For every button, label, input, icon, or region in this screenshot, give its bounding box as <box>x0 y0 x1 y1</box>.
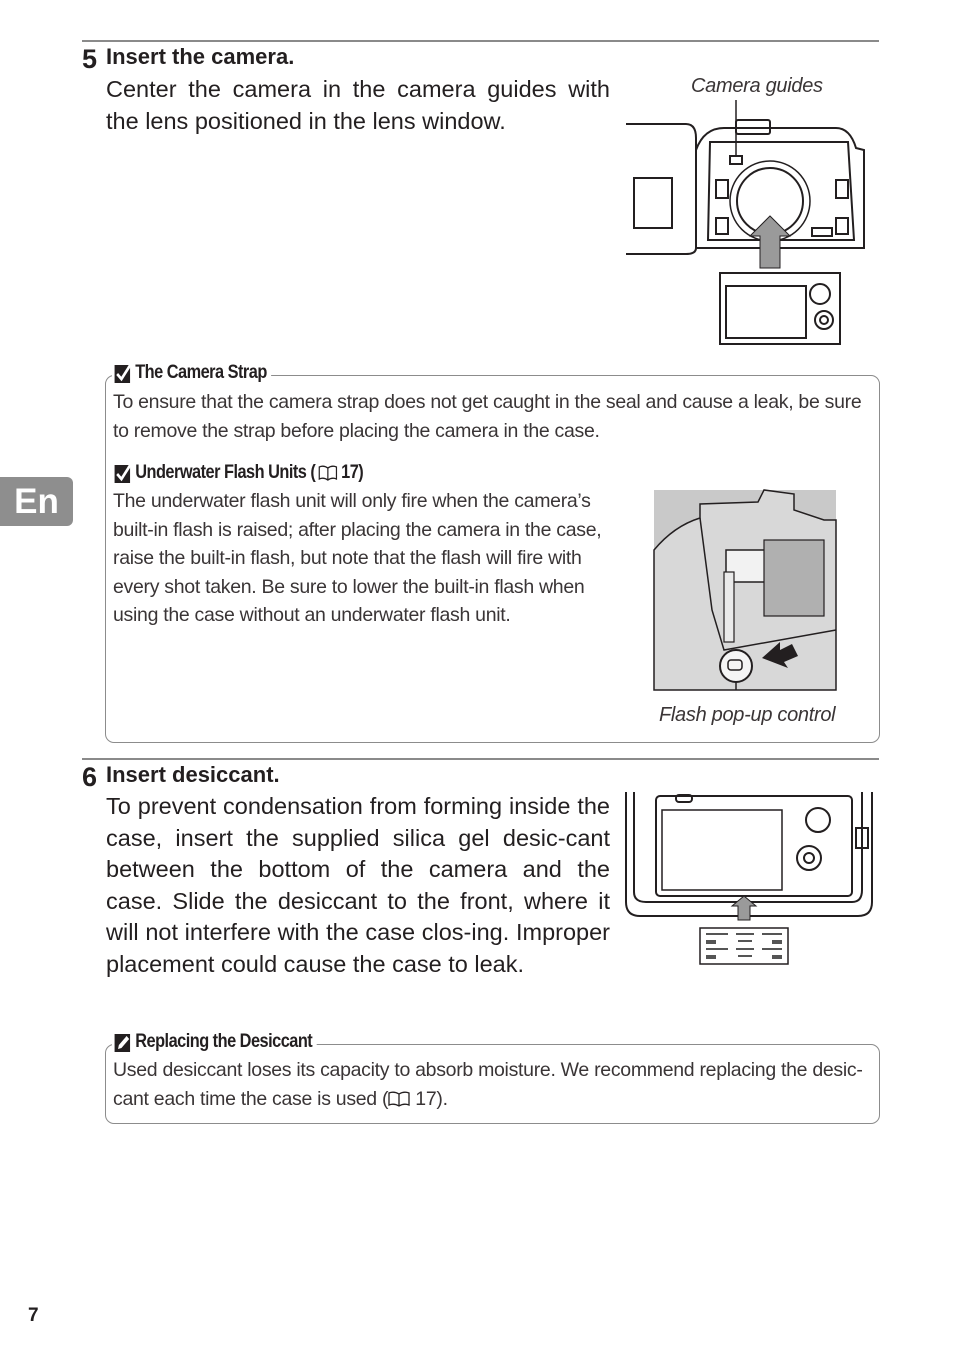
note-flash-title <box>112 461 368 485</box>
step-6-number: 6 <box>82 762 98 792</box>
note-strap-title <box>112 361 271 385</box>
check-mark-icon <box>115 363 132 383</box>
book-icon <box>388 1091 410 1107</box>
book-icon <box>319 463 338 483</box>
camera-guides-caption: Camera guides <box>691 75 823 97</box>
note-desiccant-ref-page: 17). <box>415 1087 448 1110</box>
language-tab: En <box>0 477 73 526</box>
step-5-body: Center the camera in the camera guides with the lens positioned in the lens window. <box>106 76 610 134</box>
flash-popup-illustration <box>654 490 836 690</box>
step-6-body: To prevent condensation from forming inside the case, insert the supplied silica gel desic-cant between the bottom of the camera and the case. Slide the desiccant to the front, where it will not interfere with the case clos-ing. Improper placement could cause the case to leak. <box>106 793 610 977</box>
note-flash-ref-page: 17) <box>341 462 364 483</box>
page-number: 7 <box>28 1305 39 1326</box>
step-5-number: 5 <box>82 44 98 74</box>
note-desiccant-text-body: Used desiccant loses its capacity to absorb moisture. We recommend replacing the desic-cant each time the case is used ( <box>113 1059 863 1110</box>
note-flash-title-text: Underwater Flash Units ( <box>135 462 316 483</box>
step-5-heading: Insert the camera. <box>106 44 295 69</box>
desiccant-illustration <box>626 792 874 968</box>
note-strap-text: To ensure that the camera strap does not get caught in the seal and cause a leak, be sure to remove the strap before placing the camera in the case. <box>113 391 862 442</box>
step-6-heading: Insert desiccant. <box>106 762 280 787</box>
note-flash-text: The underwater flash unit will only fire when the camera’s built-in flash is raised; after placing the camera in the case, raise the built-in flash, but note that the flash will fire with every shot taken. Be sure to lower the built-in flash when using the case without an underwater flash unit. <box>113 490 602 626</box>
note-strap-title-text: The Camera Strap <box>135 362 267 383</box>
note-desiccant-text <box>113 1056 875 1113</box>
pencil-icon <box>115 1032 132 1052</box>
camera-insert-illustration <box>624 98 874 350</box>
flash-popup-caption: Flash pop-up control <box>659 704 836 726</box>
note-desiccant-title-text: Replacing the Desiccant <box>135 1031 313 1052</box>
note-desiccant-title <box>112 1030 317 1054</box>
check-mark-icon <box>115 463 132 483</box>
